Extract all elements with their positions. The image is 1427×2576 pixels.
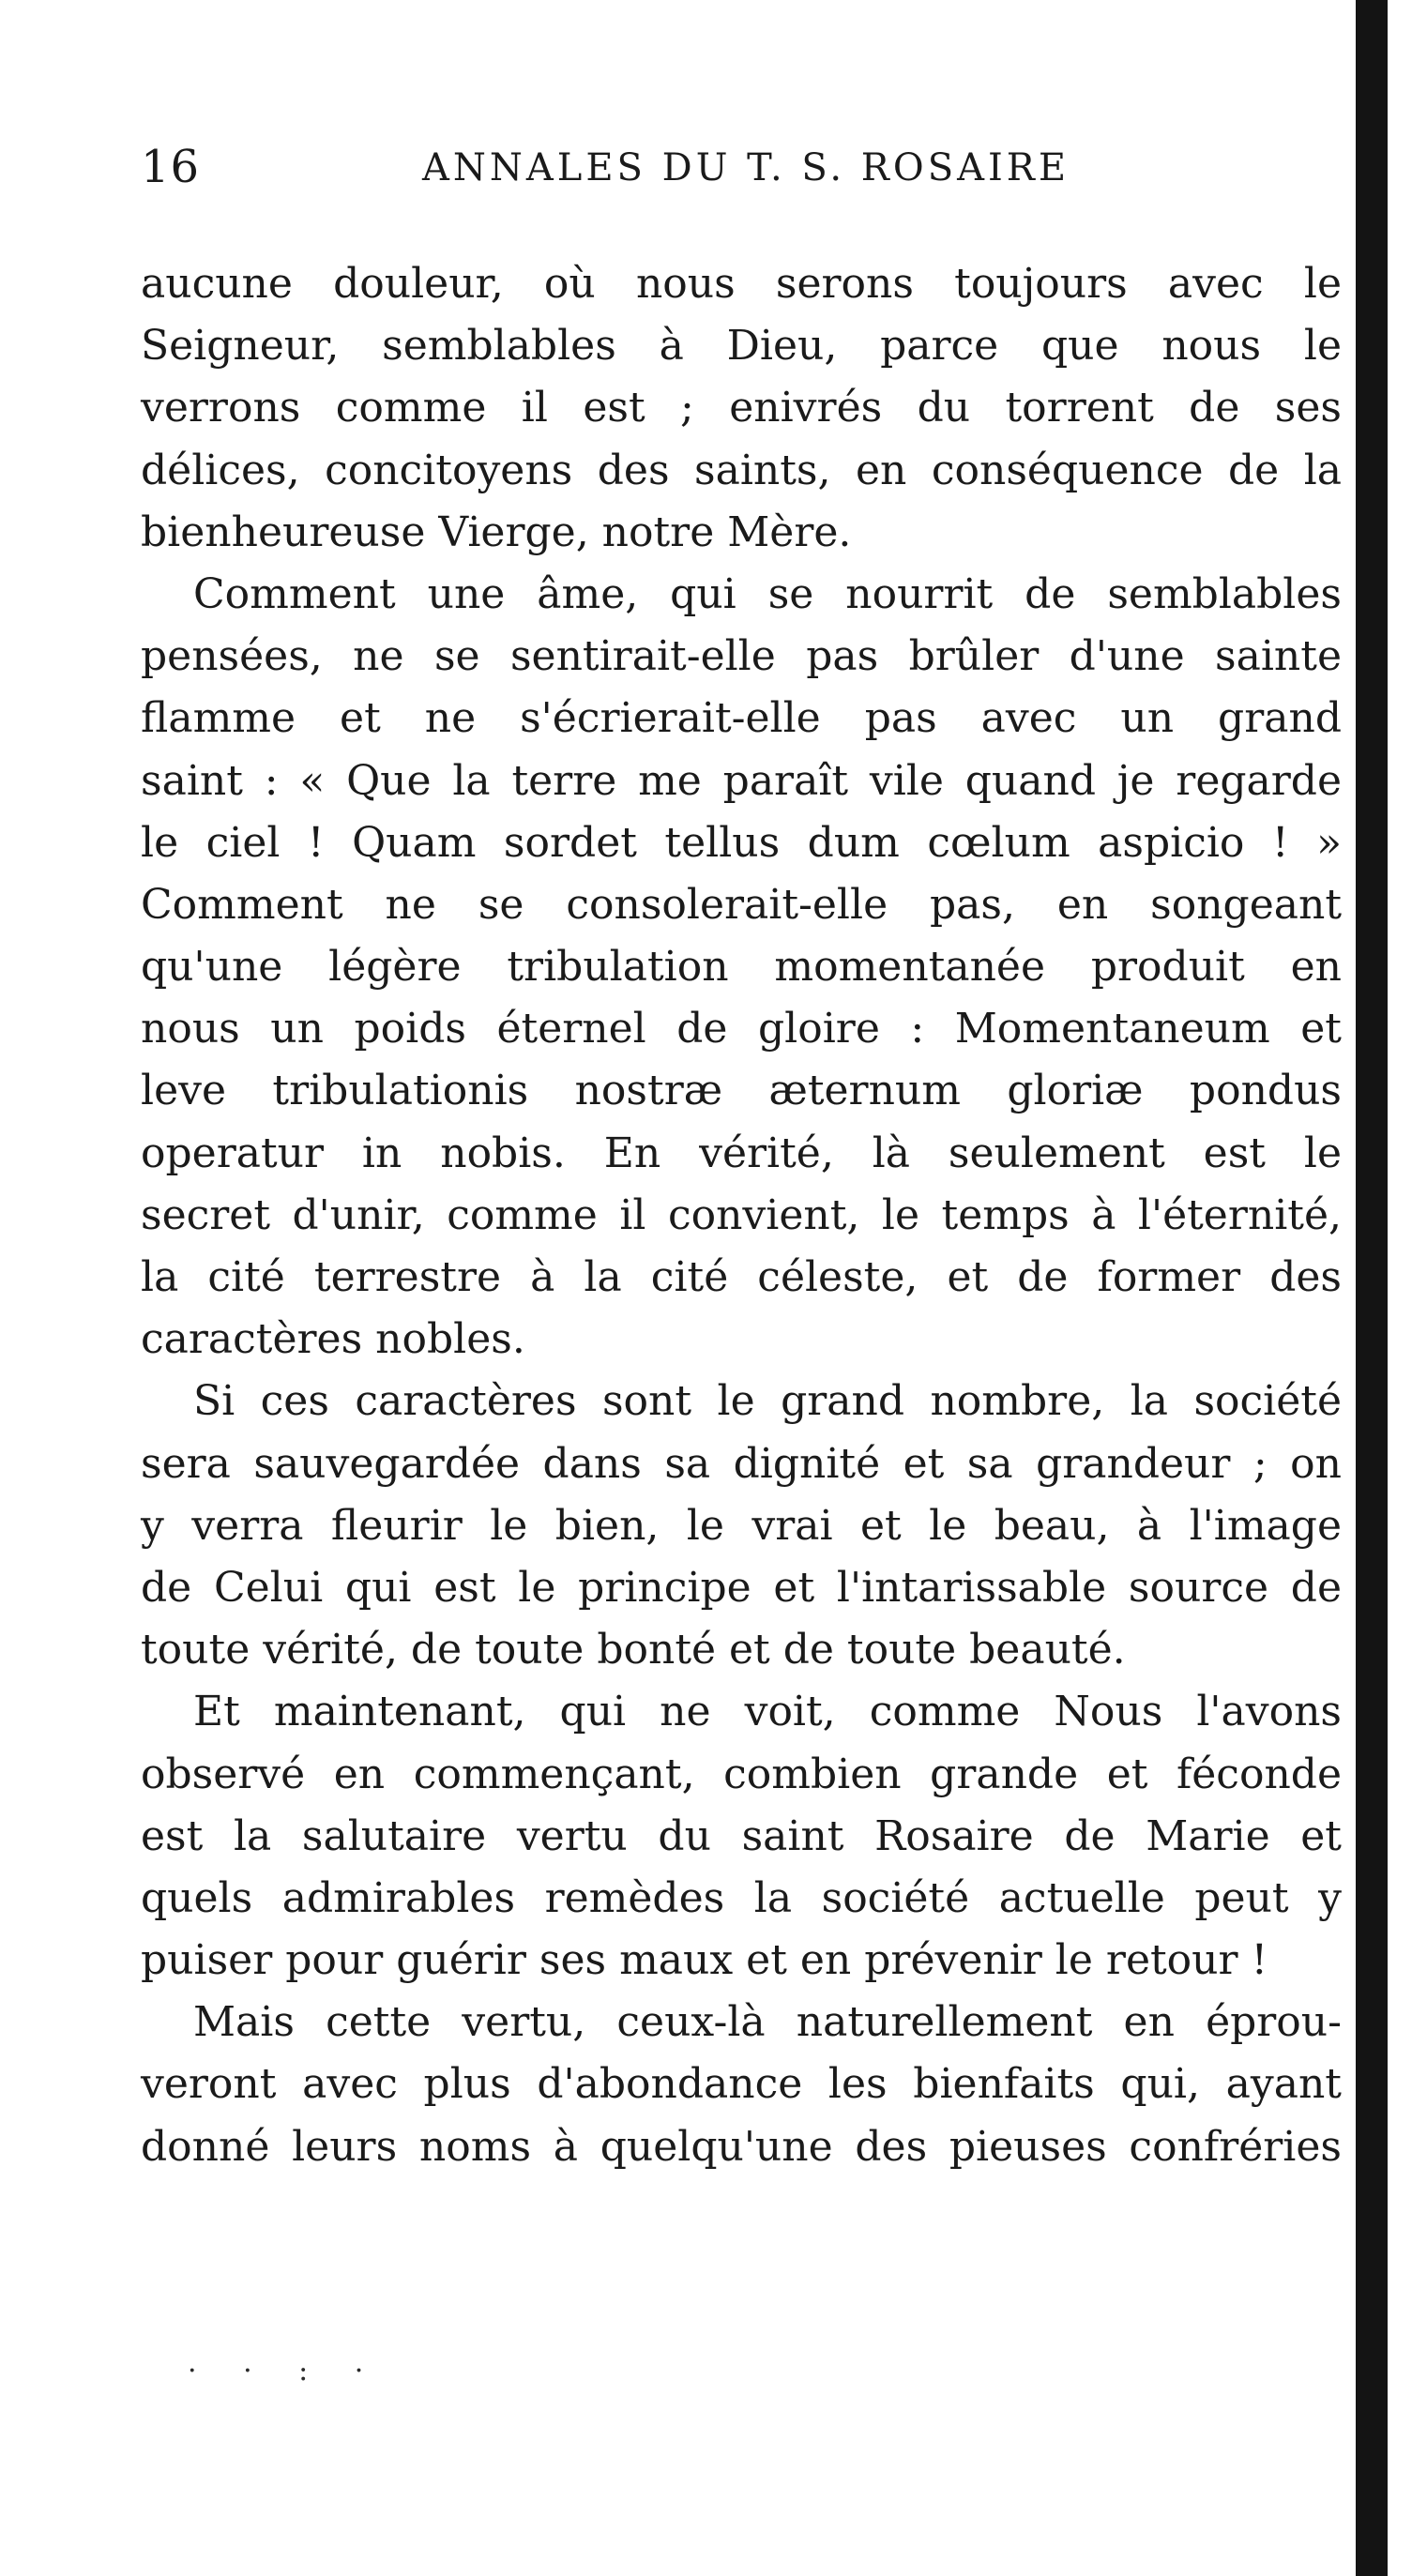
text-line: de Celui qui est le principe et l'intarissable source de [141,1563,1342,1612]
text-line: aucune douleur, où nous serons toujours avec le [141,260,1342,308]
text-line: Mais cette vertu, ceux-là naturellement en éprou- [193,1998,1342,2047]
text-line: bienheureuse Vierge, notre Mère. [141,508,852,556]
text-line: la cité terrestre à la cité céleste, et de former des [141,1253,1342,1301]
page-header [141,141,1342,206]
text-line: donné leurs noms à quelqu'une des pieuses confréries [141,2122,1342,2171]
text-line: Comment ne se consolerait-elle pas, en songeant [141,880,1342,929]
text-line: caractères nobles. [141,1315,525,1364]
scan-specks: · · : · [188,2355,383,2387]
text-line: sera sauvegardée dans sa dignité et sa grandeur ; on [141,1439,1342,1488]
text-line: Seigneur, semblables à Dieu, parce que nous le [141,322,1342,371]
body-text [141,253,1342,2178]
text-line: operatur in nobis. En vérité, là seulement est le [141,1129,1342,1177]
page-number: 16 [141,141,201,193]
text-line: qu'une légère tribulation momentanée produit en [141,943,1342,992]
text-line: observé en commençant, combien grande et féconde [141,1750,1342,1798]
text-line: flamme et ne s'écrierait-elle pas avec un grand [141,694,1342,743]
text-line: Comment une âme, qui se nourrit de semblables [193,569,1342,618]
text-line: saint : « Que la terre me paraît vile quand je regarde [141,756,1342,805]
text-line: y verra fleurir le bien, le vrai et le beau, à l'image [141,1501,1342,1550]
text-line: leve tribulationis nostræ æternum gloriæ pondus [141,1067,1342,1115]
text-line: Si ces caractères sont le grand nombre, la société [193,1377,1342,1426]
text-line: Et maintenant, qui ne voit, comme Nous l'avons [193,1688,1342,1736]
text-line: le ciel ! Quam sordet tellus dum cœlum aspicio ! » [141,818,1342,867]
text-line: quels admirables remèdes la société actuelle peut y [141,1873,1342,1922]
binding-edge-shadow [1356,0,1388,2576]
text-line: délices, concitoyens des saints, en conséquence de la [141,446,1342,494]
text-line: nous un poids éternel de gloire : Momentaneum et [141,1005,1342,1053]
text-line: pensées, ne se sentirait-elle pas brûler d'une sainte [141,632,1342,681]
running-title: ANNALES DU T. S. ROSAIRE [422,146,1070,189]
text-line: puiser pour guérir ses maux et en prévenir le retour ! [141,1936,1268,1985]
text-line: secret d'unir, comme il convient, le temps à l'éternité, [141,1190,1342,1239]
text-line: verrons comme il est ; enivrés du torrent de ses [141,384,1342,432]
text-line: est la salutaire vertu du saint Rosaire de Marie et [141,1811,1342,1860]
text-line: toute vérité, de toute bonté et de toute beauté. [141,1626,1126,1674]
text-line: veront avec plus d'abondance les bienfaits qui, ayant [141,2060,1342,2109]
